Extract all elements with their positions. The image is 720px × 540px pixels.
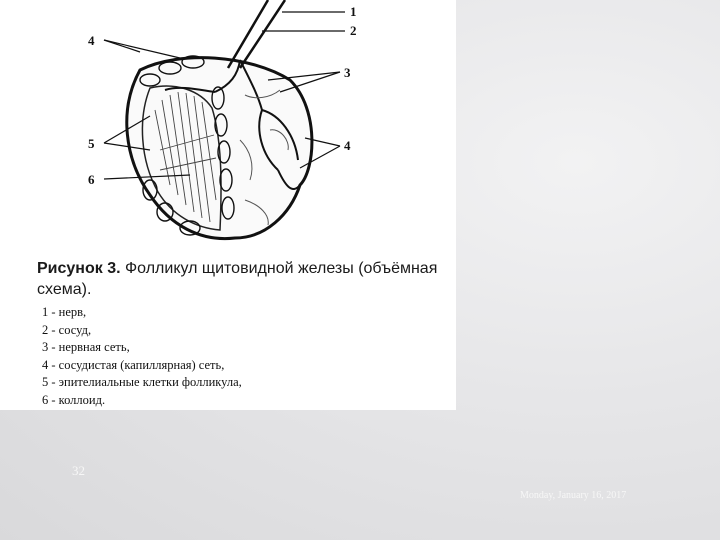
callout-3: 3	[344, 65, 351, 80]
callout-5: 5	[88, 136, 95, 151]
callout-4-left: 4	[88, 33, 95, 48]
legend-item: 1 - нерв,	[42, 305, 87, 319]
follicle-illustration	[0, 0, 456, 260]
thyroid-follicle-figure	[0, 0, 456, 410]
legend-item: 2 - сосуд,	[42, 322, 92, 337]
figure-caption	[37, 258, 452, 300]
caption-text: Фолликул щитовидной железы (объёмная схема).	[37, 260, 438, 298]
callout-1: 1	[350, 4, 357, 19]
legend-item: 5 - эпителиальные клетки фолликула,	[42, 375, 242, 389]
callout-4-right: 4	[344, 138, 351, 153]
callout-2: 2	[350, 23, 357, 38]
caption-title: Рисунок 3.	[37, 260, 121, 277]
legend-item: 6 - коллоид.	[42, 392, 106, 407]
legend-item: 4 - сосудистая (капиллярная) сеть,	[42, 357, 225, 372]
legend-item: 3 - нервная сеть,	[42, 340, 130, 354]
slide-date: Monday, January 16, 2017	[520, 490, 627, 501]
vessel-stalk	[228, 0, 285, 68]
figure-legend	[42, 304, 242, 409]
slide-number: 32	[72, 463, 85, 478]
callout-6: 6	[88, 172, 95, 187]
